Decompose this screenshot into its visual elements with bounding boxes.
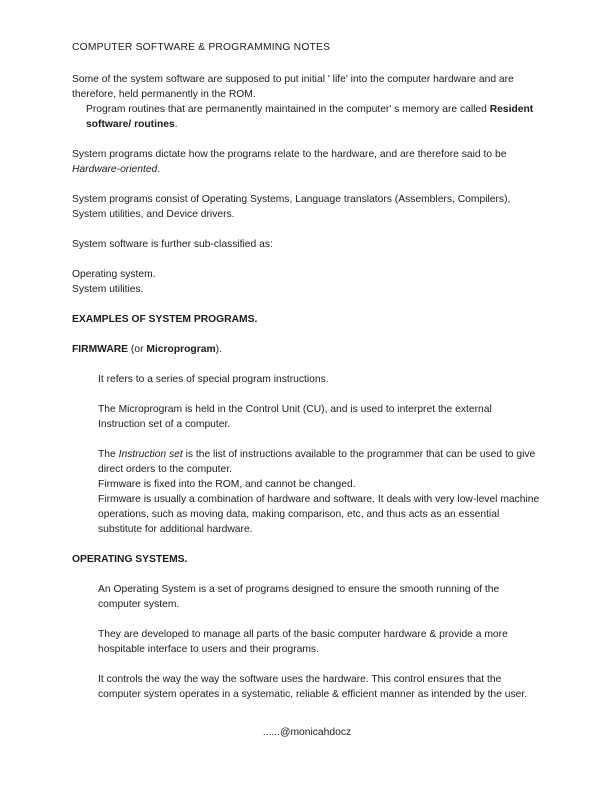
- paragraph-os-3: It controls the way the way the software uses the hardware. This control ensures that the computer system operates in a systematic, reliable & efficient manner as intended by the user.: [98, 674, 528, 700]
- text-run: Program routines that are permanently maintained in the computer' s memory are called: [86, 104, 490, 115]
- text-run: is the list of instructions available to the programmer that can be used to give direct orders to the computer.: [98, 449, 536, 475]
- paragraph-firmware-1: It refers to a series of special program instructions.: [98, 374, 329, 385]
- section-heading-firmware: [72, 342, 542, 357]
- document-header: COMPUTER SOFTWARE & PROGRAMMING NOTES: [72, 42, 331, 53]
- text-run-italic: Hardware-oriented: [72, 164, 158, 175]
- text-run: The: [98, 449, 119, 460]
- section-heading-examples: EXAMPLES OF SYSTEM PROGRAMS.: [72, 314, 258, 325]
- text-run: .: [157, 164, 161, 175]
- list-item-operating-system: Operating system.: [72, 269, 156, 280]
- paragraph-subclassified: System software is further sub-classified as:: [72, 239, 273, 250]
- text-run: (or: [128, 344, 147, 355]
- section-heading-operating-systems: OPERATING SYSTEMS.: [72, 554, 188, 565]
- paragraph-firmware-rom: Firmware is fixed into the ROM, and cannot be changed.: [98, 479, 356, 490]
- paragraph-instruction-set: [98, 447, 542, 477]
- paragraph-os-1: An Operating System is a set of programs designed to ensure the smooth running of the computer system.: [98, 584, 500, 610]
- text-run-bold: Microprogram: [146, 344, 216, 355]
- text-run-italic: Instruction set: [118, 449, 183, 460]
- text-run: System programs dictate how the programs relate to the hardware, and are therefore said to be: [72, 149, 507, 160]
- text-run-bold: FIRMWARE: [72, 344, 129, 355]
- paragraph-hardware-oriented: [72, 147, 542, 177]
- paragraph-os-2: They are developed to manage all parts of the basic computer hardware & provide a more hospitable interface to users and their programs.: [98, 629, 508, 655]
- paragraph-resident-software: [86, 102, 542, 132]
- text-run-bold: Resident software/ routines: [86, 104, 534, 130]
- text-run: .: [174, 119, 178, 130]
- paragraph-firmware-2: The Microprogram is held in the Control Unit (CU), and is used to interpret the external Instruction set of a computer.: [98, 404, 492, 430]
- paragraph-intro: Some of the system software are supposed to put initial ' life' into the computer hardware and are therefore, held permanently in the ROM.: [72, 74, 514, 100]
- text-run: ).: [215, 344, 222, 355]
- paragraph-system-programs: System programs consist of Operating Systems, Language translators (Assemblers, Compilers), System utilities, and Device drivers.: [72, 194, 511, 220]
- paragraph-firmware-combination: Firmware is usually a combination of hardware and software. It deals with very low-level machine operations, such as moving data, making comparison, etc, and thus acts as an essential substitute for additional hardware.: [98, 494, 540, 535]
- footer-watermark: ......@monicahdocz: [262, 727, 352, 738]
- list-item-system-utilities: System utilities.: [72, 284, 144, 295]
